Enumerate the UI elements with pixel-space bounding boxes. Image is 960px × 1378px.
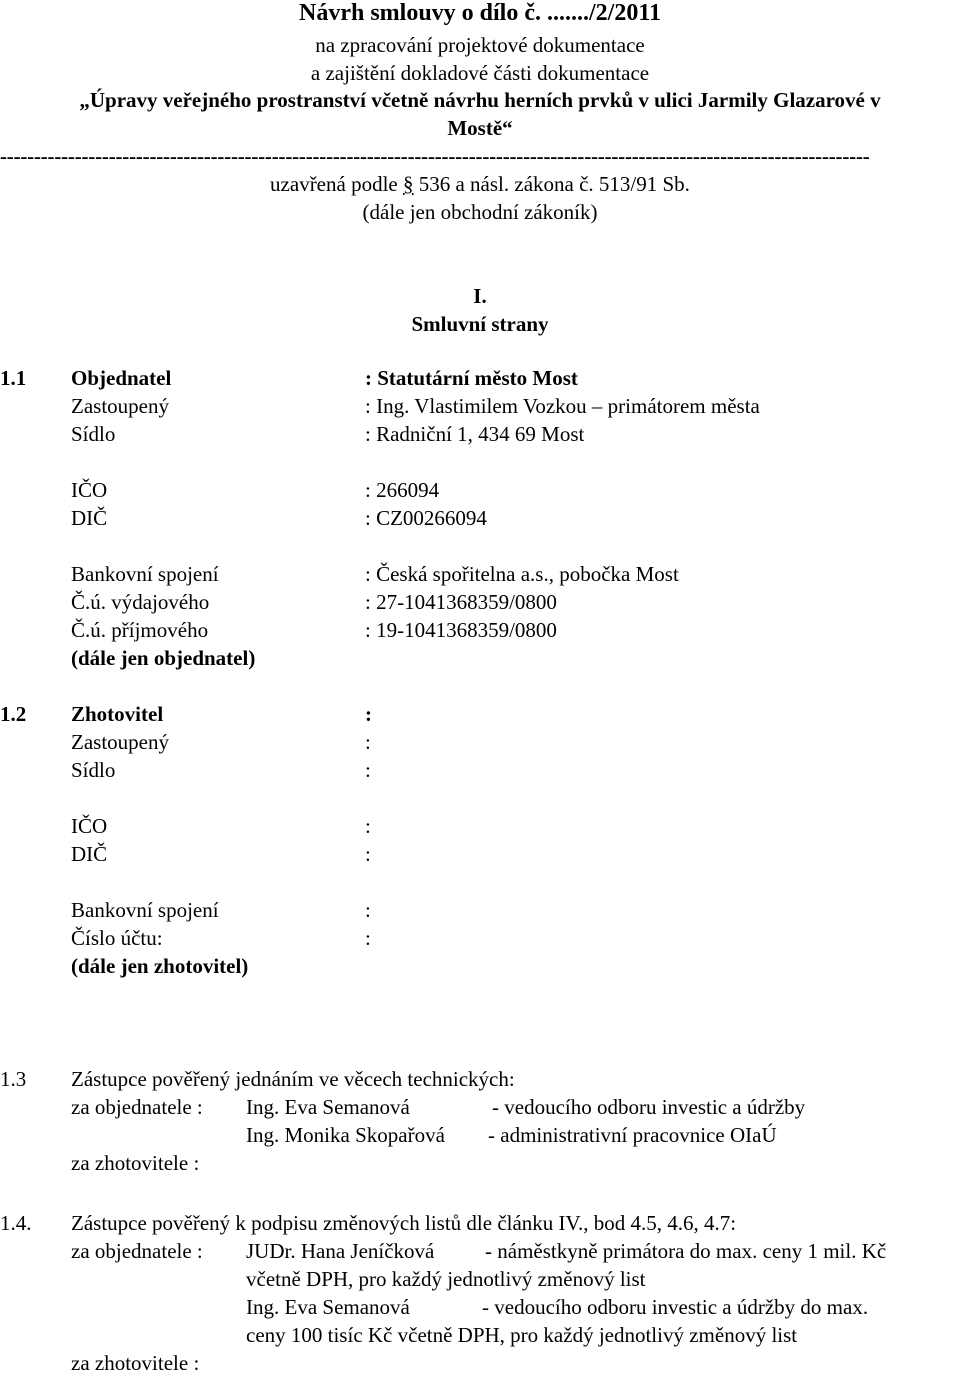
tech-heading: Zástupce pověřený jednáním ve věcech technických: (71, 1067, 515, 1091)
tech-person-2-name: Ing. Monika Skopařová (246, 1123, 445, 1147)
contractor-seat-value: : (365, 758, 371, 782)
client-label: Objednatel (71, 366, 172, 390)
client-dic-value: : CZ00266094 (365, 506, 487, 530)
separator-line: -------------------------------------------------------------------------------------------------------------------------------- (0, 144, 870, 168)
concluded-suffix: 536 a násl. zákona č. 513/91 Sb. (413, 172, 690, 196)
tech-client-label: za objednatele : (71, 1095, 203, 1119)
client-name: : Statutární město Most (365, 366, 578, 390)
contractor-represented-value: : (365, 730, 371, 754)
concluded-prefix: uzavřená podle (270, 172, 403, 196)
client-number: 1.1 (0, 366, 27, 390)
contractor-represented-label: Zastoupený (71, 730, 169, 754)
contractor-dic-label: DIČ (71, 842, 108, 866)
section-title: Smluvní strany (411, 312, 549, 336)
contractor-dic-value: : (365, 842, 371, 866)
contractor-name: : (365, 702, 372, 726)
client-expense-account-value: : 27-1041368359/0800 (365, 590, 557, 614)
client-ico-value: : 266094 (365, 478, 440, 502)
changes-person-1-role: - náměstkyně primátora do max. ceny 1 mil. Kč (485, 1239, 887, 1263)
changes-number: 1.4. (0, 1211, 32, 1235)
contractor-bank-label: Bankovní spojení (71, 898, 219, 922)
client-ico-label: IČO (71, 478, 108, 502)
section-sign: § (402, 172, 414, 196)
changes-person-2-role-cont: ceny 100 tisíc Kč včetně DPH, pro každý jednotlivý změnový list (246, 1323, 798, 1347)
tech-contractor-label: za zhotovitele : (71, 1151, 200, 1175)
changes-heading: Zástupce pověřený k podpisu změnových listů dle článku IV., bod 4.5, 4.6, 4.7: (71, 1211, 737, 1235)
client-represented-label: Zastoupený (71, 394, 169, 418)
concluded-under-law (0, 172, 960, 197)
client-dic-label: DIČ (71, 506, 108, 530)
client-bank-value: : Česká spořitelna a.s., pobočka Most (365, 562, 679, 586)
project-name-line-1: „Úpravy veřejného prostranství včetně návrhu herních prvků v ulici Jarmily Glazarové v (79, 88, 881, 112)
client-seat-value: : Radniční 1, 434 69 Most (365, 422, 585, 446)
client-hereinafter: (dále jen objednatel) (71, 646, 256, 670)
contractor-ico-value: : (365, 814, 371, 838)
commercial-code-note: (dále jen obchodní zákoník) (362, 200, 598, 224)
tech-person-1-name: Ing. Eva Semanová (246, 1095, 410, 1119)
changes-person-1-name: JUDr. Hana Jeníčková (246, 1239, 435, 1263)
changes-client-label: za objednatele : (71, 1239, 203, 1263)
client-income-account-label: Č.ú. příjmového (71, 618, 209, 642)
tech-person-1-role: - vedoucího odboru investic a údržby (492, 1095, 806, 1119)
changes-person-2-role: - vedoucího odboru investic a údržby do max. (482, 1295, 869, 1319)
client-income-account-value: : 19-1041368359/0800 (365, 618, 557, 642)
contractor-label: Zhotovitel (71, 702, 164, 726)
contractor-bank-value: : (365, 898, 371, 922)
tech-number: 1.3 (0, 1067, 27, 1091)
contractor-ico-label: IČO (71, 814, 108, 838)
client-bank-label: Bankovní spojení (71, 562, 219, 586)
contractor-number: 1.2 (0, 702, 27, 726)
client-expense-account-label: Č.ú. výdajového (71, 590, 210, 614)
contractor-seat-label: Sídlo (71, 758, 116, 782)
section-number: I. (473, 284, 487, 308)
client-represented-value: : Ing. Vlastimilem Vozkou – primátorem města (365, 394, 760, 418)
tech-person-2-role: - administrativní pracovnice OIaÚ (488, 1123, 777, 1147)
changes-person-2-name: Ing. Eva Semanová (246, 1295, 410, 1319)
changes-contractor-label: za zhotovitele : (71, 1351, 200, 1375)
client-seat-label: Sídlo (71, 422, 116, 446)
changes-person-1-role-cont: včetně DPH, pro každý jednotlivý změnový list (246, 1267, 646, 1291)
contractor-hereinafter: (dále jen zhotovitel) (71, 954, 249, 978)
project-name-line-2: Mostě“ (447, 116, 513, 140)
document-title: Návrh smlouvy o dílo č. ......./2/2011 (298, 0, 662, 26)
document-subtitle-2: a zajištění dokladové části dokumentace (310, 61, 650, 85)
document-subtitle-1: na zpracování projektové dokumentace (315, 33, 645, 57)
contractor-account-value: : (365, 926, 371, 950)
contractor-account-label: Číslo účtu: (71, 926, 163, 950)
